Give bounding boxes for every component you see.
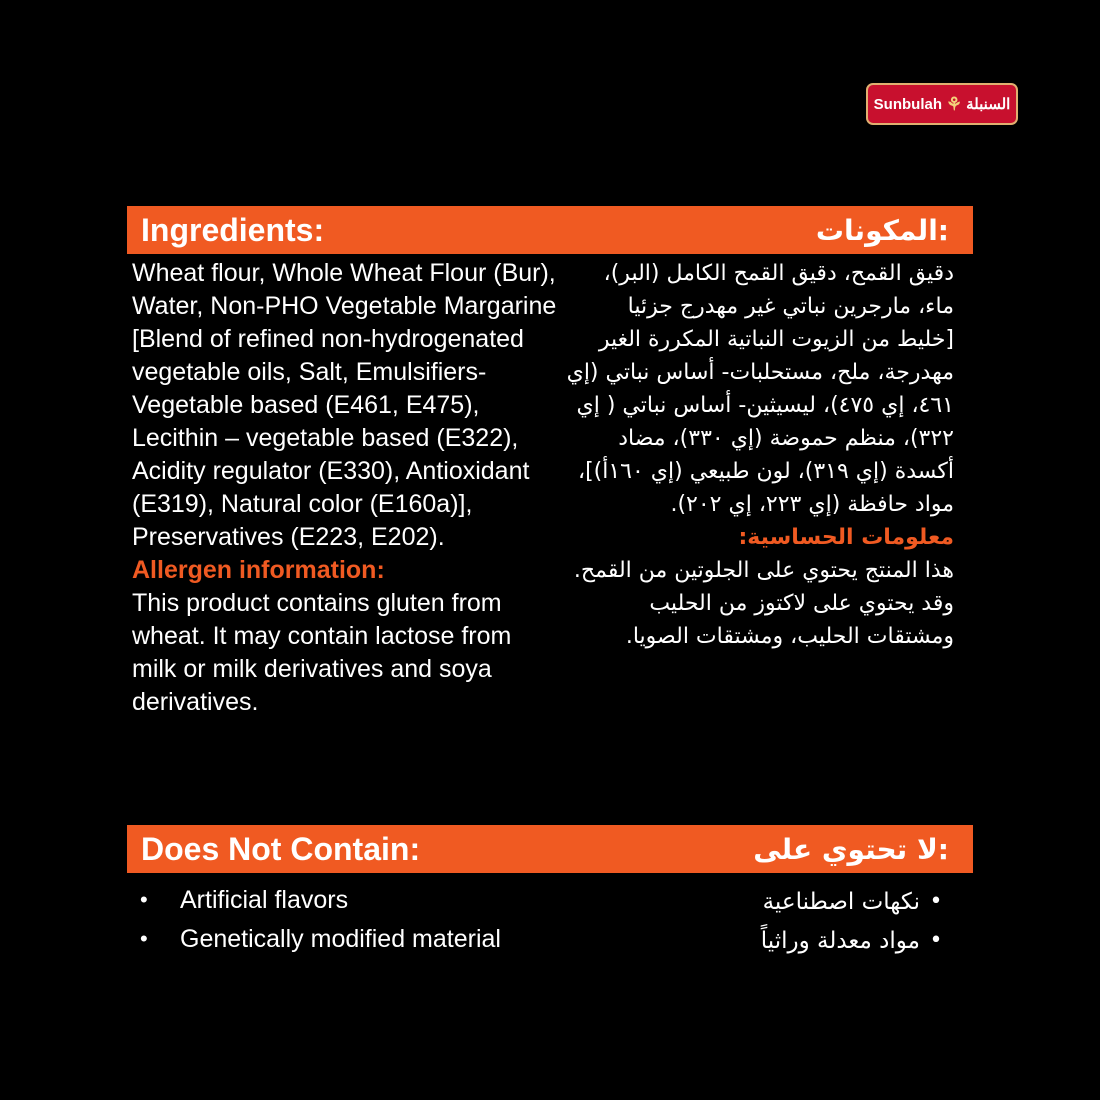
english-column — [132, 257, 562, 719]
does-not-contain-list-en — [140, 880, 501, 958]
allergen-heading-ar: معلومات الحساسية: — [738, 525, 954, 550]
wheat-icon: ⚘ — [946, 93, 963, 114]
bullet-icon: • — [929, 888, 943, 914]
list-item — [140, 880, 501, 919]
does-not-contain-header-bar — [127, 825, 973, 873]
list-item-text: مواد معدلة وراثياً — [760, 927, 920, 954]
ingredients-heading-en: Ingredients: — [141, 211, 325, 248]
list-item-text: Genetically modified material — [180, 924, 501, 953]
sunbulah-logo — [866, 83, 1018, 125]
does-not-contain-list-ar — [761, 882, 952, 960]
allergen-text-ar: هذا المنتج يحتوي على الجلوتين من القمح. وقد يحتوي على لاكتوز من الحليب ومشتقات الحليب، ومشتقات الصويا. — [573, 558, 954, 649]
logo-arabic-text: السنبلة — [966, 96, 1011, 113]
allergen-heading-en: Allergen information: — [132, 556, 385, 584]
arabic-column — [564, 257, 954, 653]
list-item — [140, 919, 501, 958]
logo-latin-text: Sunbulah — [873, 95, 942, 113]
ingredients-heading-ar: المكونات: — [815, 213, 949, 247]
list-item — [761, 882, 952, 921]
ingredients-text-ar: دقيق القمح، دقيق القمح الكامل (البر)، ماء، مارجرين نباتي غير مهدرج جزئيا [خليط من الزيوت النباتية المكررة الغير مهدرجة، ملح، مستحلبات- أساس نباتي (إي ٤٦١، إي ٤٧٥)، ليسيثين- أساس نباتي ( إي ٣٢٢)، منظم حموضة (إي ٣٣٠)، مضاد أكسدة (إي ٣١٩)، لون طبيعي (إي ١٦٠أ)]، مواد حافظة (إي ٢٢٣، إي ٢٠٢). — [566, 261, 954, 517]
ingredients-text-en: Wheat flour, Whole Wheat Flour (Bur), Water, Non-PHO Vegetable Margarine [Blend of refined non-hydrogenated vegetable oils, Salt, Emulsifiers- Vegetable based (E461, E475), Lecithin – vegetable based (E322), Acidity regulator (E330), Antioxidant (E319), Natural color (E160a)], Preservatives (E223, E202). — [132, 259, 557, 551]
ingredients-header-bar — [127, 206, 973, 254]
bullet-icon: • — [140, 925, 148, 951]
list-item — [761, 921, 952, 960]
list-item-text: نكهات اصطناعية — [762, 888, 920, 915]
allergen-text-en: This product contains gluten from wheat. It may contain lactose from milk or milk derivatives and soya derivatives. — [132, 589, 512, 716]
bullet-icon: • — [929, 927, 943, 953]
list-item-text: Artificial flavors — [180, 885, 349, 914]
bullet-icon: • — [140, 886, 148, 912]
does-not-contain-heading-ar: لا تحتوي على: — [753, 832, 949, 866]
does-not-contain-heading-en: Does Not Contain: — [141, 830, 421, 867]
